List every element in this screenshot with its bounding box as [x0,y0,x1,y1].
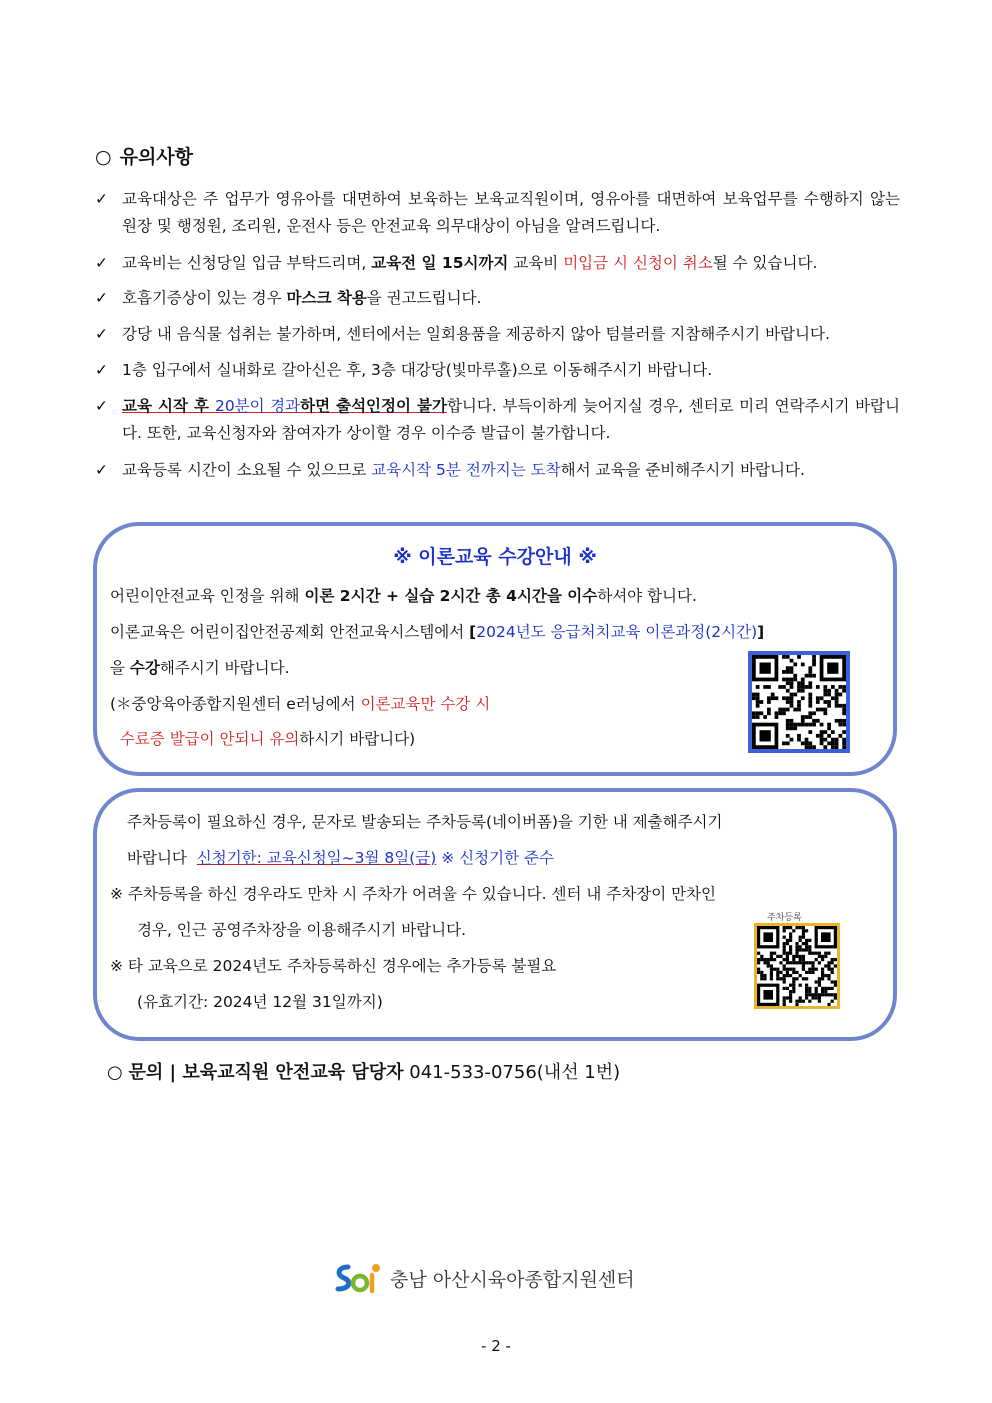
text-segment: 해주시기 바랍니다. [159,659,290,677]
notice-item-text [122,186,900,240]
text-segment: 이론교육만 수강 시 [360,695,491,713]
circle-bullet-icon: ○ [107,1062,123,1083]
circle-bullet-icon: ○ [95,146,112,168]
notice-item-text [122,357,900,384]
checkmark-icon: ✓ [95,461,108,479]
notice-item [95,357,900,384]
contact-label: 문의 | 보육교직원 안전교육 담당자 [128,1062,404,1083]
text-segment: 이론교육은 어린이집안전공제회 안전교육시스템에서 [110,623,470,641]
notice-item [95,250,900,277]
notice-item-text [122,285,900,312]
text-segment: ] [757,623,765,641]
text-segment: 하면 출석인정이 불가 [300,397,447,415]
parking-line [127,812,722,832]
notice-item-text [122,393,900,447]
page-number: - 2 - [481,1337,511,1355]
checkmark-icon: ✓ [95,254,108,272]
theory-box-title: ※ 이론교육 수강안내 ※ [393,546,597,568]
parking-qr-code[interactable] [754,923,840,1009]
qr-caption: 주차등록 [767,913,802,923]
text-segment: 2024년도 응급처치교육 이론과정(2시간) [476,623,758,641]
footer-org [332,1261,635,1295]
center-logo-icon [332,1261,384,1295]
text-segment: 경우, 인근 공영주차장을 이용해주시기 바랍니다. [137,921,467,939]
text-segment: (＊중앙육아종합지원센터 e러닝에서 [110,695,361,713]
notice-item-text [122,457,900,484]
checkmark-icon: ✓ [95,397,108,415]
parking-line [137,920,466,940]
qr-code-icon [757,926,837,1006]
text-segment: 교육시작 5분 전까지는 도착 [371,461,561,479]
notice-item-text [122,250,900,277]
text-segment: 바랍니다 [127,849,197,867]
contact-line [107,1058,620,1084]
theory-line [110,586,697,606]
notice-heading [95,142,193,169]
text-segment: 교육등록 시간이 소요될 수 있으므로 [122,461,372,479]
theory-guide-box [93,522,897,776]
text-segment: 교육전 일 15시까지 [371,254,509,272]
theory-qr-code[interactable] [748,651,850,753]
text-segment: 호흡기증상이 있는 경우 [122,289,287,307]
checkmark-icon: ✓ [95,289,108,307]
text-segment: 신청기한: 교육신청일~3월 8일(금) [196,849,437,867]
notice-item [95,285,900,312]
theory-line [110,658,290,678]
theory-line [110,622,764,642]
notice-title: 유의사항 [119,146,194,168]
text-segment: 1층 입구에서 실내화로 갈아신은 후, 3층 대강당(빛마루홀)으로 이동해주시기 바랍니다. [122,361,713,379]
theory-line [110,694,490,714]
checkmark-icon: ✓ [95,361,108,379]
parking-line [127,848,554,868]
parking-line [137,992,383,1012]
text-segment: 하시기 바랍니다) [299,730,416,748]
notice-item [95,393,900,447]
parking-line [110,884,716,904]
notice-item-text [122,321,900,348]
text-segment: 해서 교육을 준비해주시기 바랍니다. [560,461,805,479]
text-segment: 합니다. 부득이하게 늦어지실 경우, 센터로 미리 연락주시기 바랍니다. 또한, 교육신청자와 참여자가 상이할 경우 이수증 발급이 불가합니다. [122,397,900,442]
checkmark-icon: ✓ [95,325,108,343]
text-segment: 주차등록이 필요하신 경우, 문자로 발송되는 주차등록(네이버폼)을 기한 내 제출해주시기 [127,813,723,831]
text-segment: 을 [110,659,130,677]
notice-item [95,186,900,240]
text-segment: 하셔야 합니다. [597,587,697,605]
text-segment: 강당 내 음식물 섭취는 불가하며, 센터에서는 일회용품을 제공하지 않아 텀블러를 지참해주시기 바랍니다. [122,325,830,343]
text-segment: (유효기간: 2024년 12월 31일까지) [137,993,383,1011]
notice-item [95,321,900,348]
text-segment: 교육대상은 주 업무가 영유아를 대면하여 보육하는 보육교직원이며, 영유아를 대면하여 보육업무를 수행하지 않는 원장 및 행정원, 조리원, 운전사 등은 안전교육 의무대상이 아님을 알려드립니다. [122,190,900,235]
text-segment: 교육 시작 후 [122,397,215,415]
text-segment: 교육비는 신청당일 입금 부탁드리며, [122,254,372,272]
text-segment: 교육비 [508,254,564,272]
parking-guide-box [93,788,897,1041]
text-segment: ※ 신청기한 준수 [436,849,554,867]
contact-phone[interactable]: 041-533-0756(내선 1번) [409,1062,621,1083]
theory-line [110,729,415,749]
qr-code-icon [752,655,846,749]
text-segment: 될 수 있습니다. [712,254,818,272]
checkmark-icon: ✓ [95,190,108,208]
parking-line [110,956,556,976]
text-segment: ※ 타 교육으로 2024년도 주차등록하신 경우에는 추가등록 불필요 [110,957,557,975]
text-segment: ※ 주차등록을 하신 경우라도 만차 시 주차가 어려울 수 있습니다. 센터 내 주차장이 만차인 [110,885,717,903]
text-segment: 20분이 경과 [214,397,301,415]
text-segment: 미입금 시 신청이 취소 [563,254,713,272]
text-segment: 어린이안전교육 인정을 위해 [110,587,305,605]
text-segment: 을 권고드립니다. [366,289,482,307]
text-segment: [ [469,623,477,641]
text-segment: 이론 2시간 + 실습 2시간 총 4시간을 이수 [304,587,598,605]
text-segment: 수강 [129,659,160,677]
notice-item [95,457,900,484]
text-segment: 수료증 발급이 안되니 유의 [110,730,300,748]
footer-org-name: 충남 아산시육아종합지원센터 [390,1268,635,1291]
text-segment: 마스크 착용 [286,289,367,307]
